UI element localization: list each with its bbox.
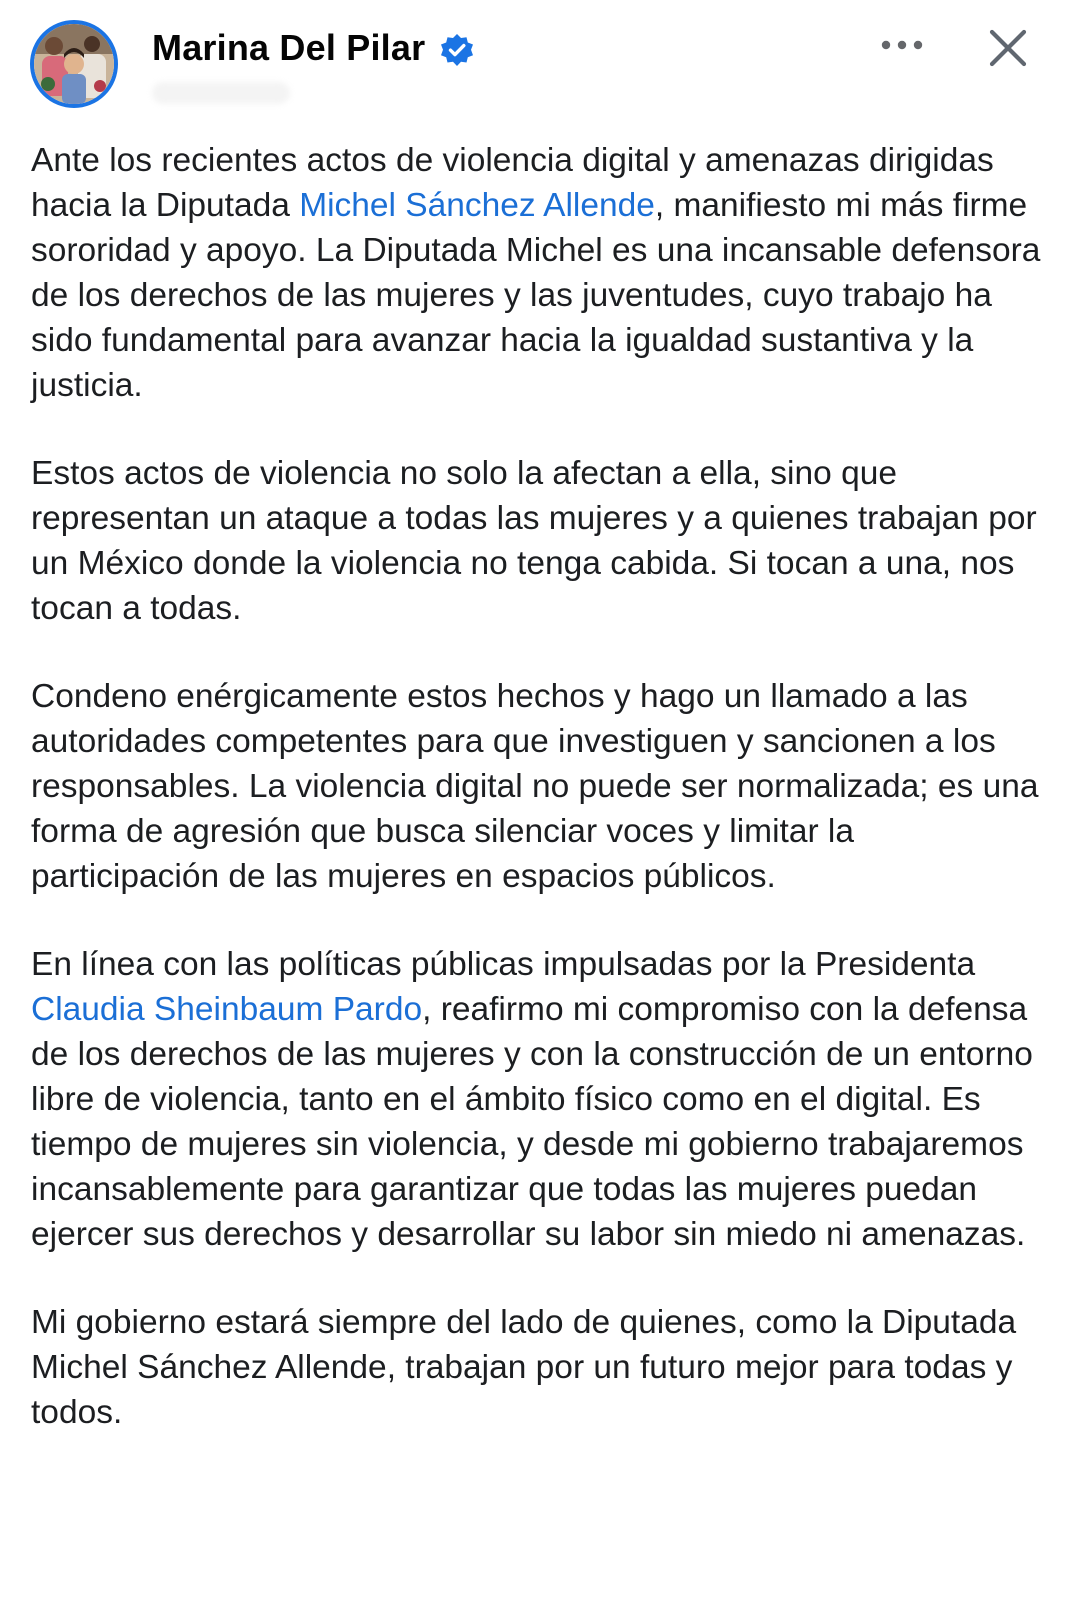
author-avatar[interactable] bbox=[30, 20, 118, 108]
author-name[interactable]: Marina Del Pilar bbox=[152, 27, 426, 68]
close-icon[interactable] bbox=[984, 24, 1032, 72]
post-paragraph-2: Estos actos de violencia no solo la afectan a ella, sino que representan un ataque a todas las mujeres y a quienes trabajan por un México donde la violencia no tenga cabida. Si tocan a una, nos tocan a todas. bbox=[31, 455, 1037, 627]
mention-link-claudia[interactable]: Claudia Sheinbaum Pardo bbox=[31, 991, 423, 1028]
post-header bbox=[0, 0, 1084, 120]
post-paragraph-1: Ante los recientes actos de violencia digital y amenazas dirigidas hacia la Diputada Michel Sánchez Allende, manifiesto mi más firme sororidad y apoyo. La Diputada Michel es una incansable defensora de los derechos de las mujeres y las juventudes, cuyo trabajo ha sido fundamental para avanzar hacia la igualdad sustantiva y la justicia. bbox=[31, 142, 1041, 404]
more-horizontal-icon[interactable] bbox=[878, 30, 926, 60]
mention-link-michel[interactable]: Michel Sánchez Allende bbox=[299, 187, 655, 224]
post-paragraph-4: En línea con las políticas públicas impulsadas por la Presidenta Claudia Sheinbaum Pardo, reafirmo mi compromiso con la defensa de los derechos de las mujeres y con la construcción de un entorno libre de violencia, tanto en el ámbito físico como en el digital. Es tiempo de mujeres sin violencia, y desde mi gobierno trabajaremos incansablemente para garantizar que todas las mujeres puedan ejercer sus derechos y desarrollar su labor sin miedo ni amenazas. bbox=[31, 946, 1033, 1253]
verified-badge-icon bbox=[440, 33, 474, 67]
avatar-photo bbox=[34, 24, 114, 104]
post-paragraph-3: Condeno enérgicamente estos hechos y hago un llamado a las autoridades competentes para que investiguen y sancionen a los responsables. La violencia digital no puede ser normalizada; es una forma de agresión que busca silenciar voces y limitar la participación de las mujeres en espacios públicos. bbox=[31, 678, 1039, 895]
post-paragraph-5: Mi gobierno estará siempre del lado de quienes, como la Diputada Michel Sánchez Allende, trabajan por un futuro mejor para todas y todos. bbox=[31, 1304, 1017, 1431]
post-metadata-blurred bbox=[152, 82, 290, 104]
post-body bbox=[31, 138, 1051, 1478]
